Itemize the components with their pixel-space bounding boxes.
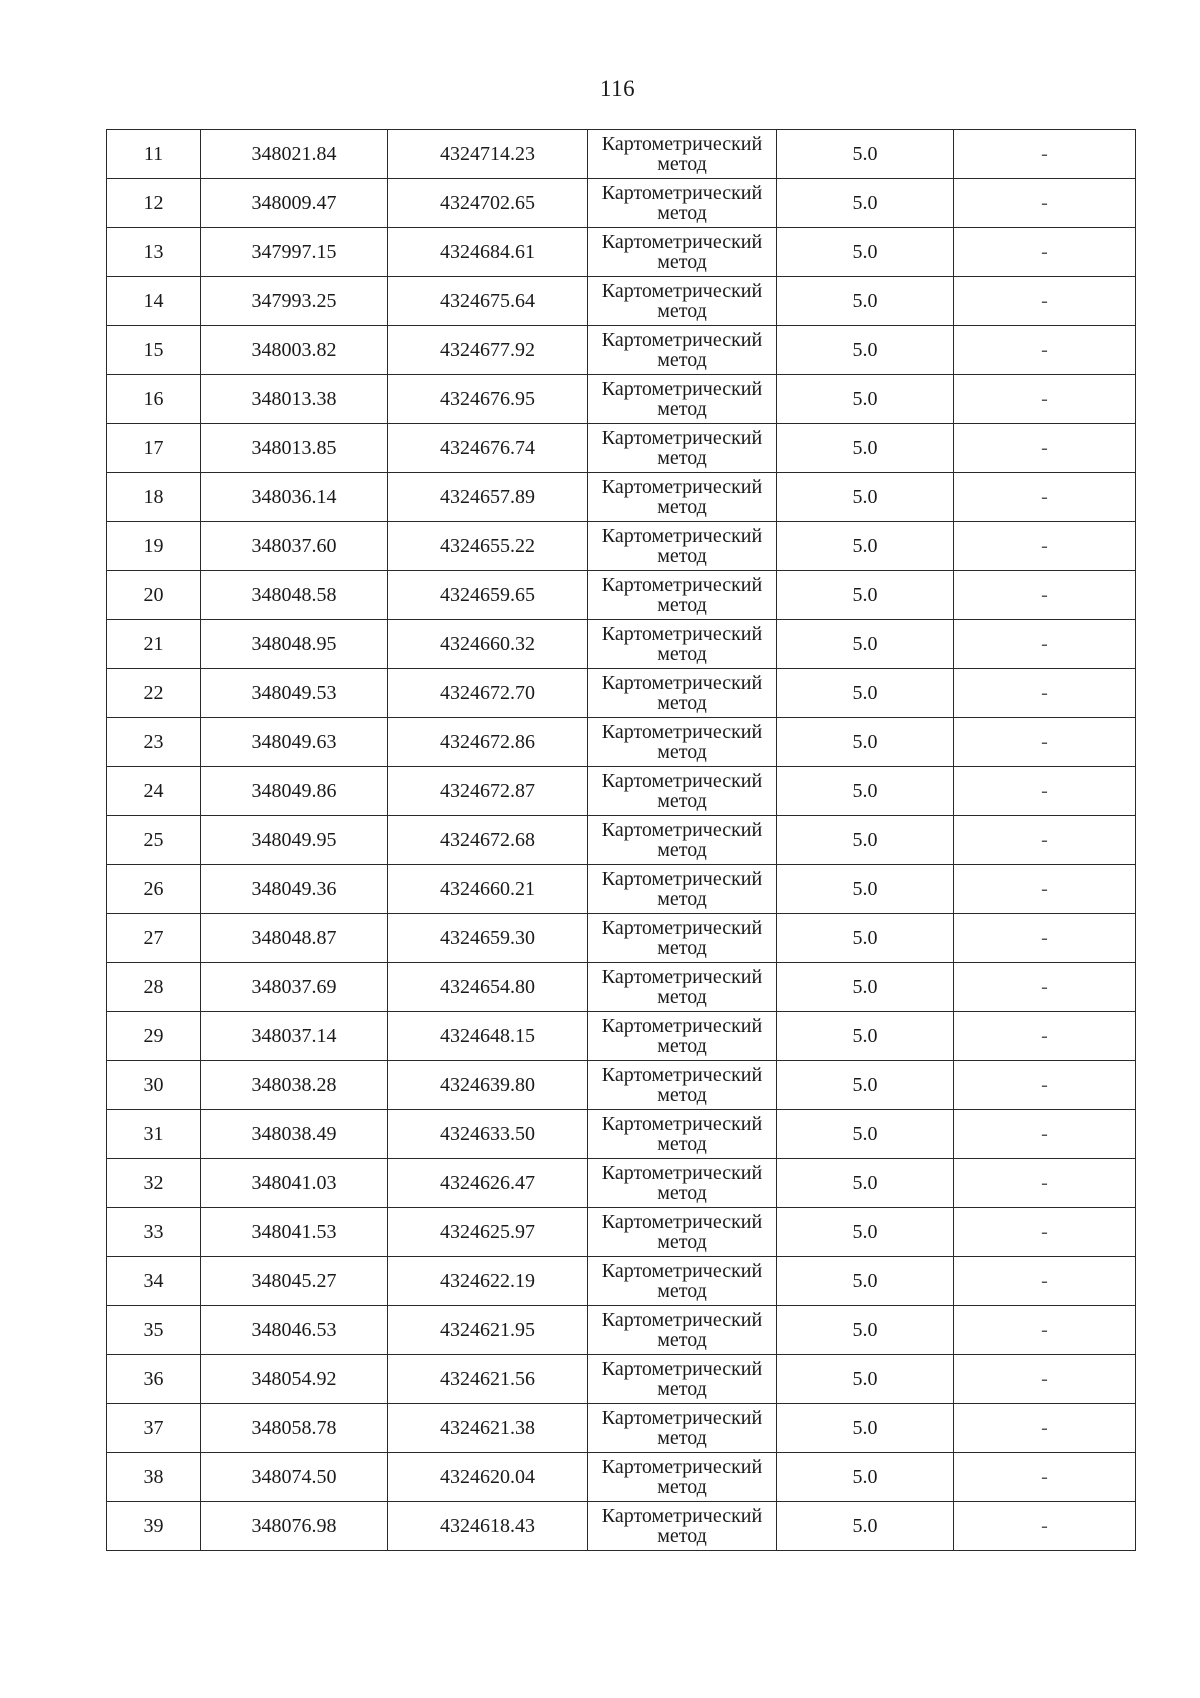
note-cell: - bbox=[954, 620, 1136, 669]
method-cell bbox=[588, 914, 777, 963]
method-line2: метод bbox=[657, 1182, 707, 1204]
x-coordinate-cell: 348076.98 bbox=[201, 1502, 388, 1551]
table-row bbox=[107, 130, 1136, 179]
method-cell bbox=[588, 816, 777, 865]
table-row bbox=[107, 865, 1136, 914]
point-number-cell: 35 bbox=[107, 1306, 201, 1355]
method-line1: Картометрический bbox=[601, 623, 763, 645]
y-coordinate-cell: 4324672.87 bbox=[388, 767, 588, 816]
x-coordinate-cell: 348038.28 bbox=[201, 1061, 388, 1110]
note-cell: - bbox=[954, 914, 1136, 963]
method-line1: Картометрический bbox=[601, 427, 763, 449]
point-number-cell: 38 bbox=[107, 1453, 201, 1502]
accuracy-cell: 5.0 bbox=[777, 963, 954, 1012]
x-coordinate-cell: 348009.47 bbox=[201, 179, 388, 228]
table-row bbox=[107, 1012, 1136, 1061]
method-cell bbox=[588, 1110, 777, 1159]
table-row bbox=[107, 277, 1136, 326]
note-cell: - bbox=[954, 1159, 1136, 1208]
x-coordinate-cell: 348046.53 bbox=[201, 1306, 388, 1355]
method-line2: метод bbox=[657, 741, 707, 763]
table-row bbox=[107, 1355, 1136, 1404]
method-line1: Картометрический bbox=[601, 1211, 763, 1233]
method-cell bbox=[588, 1453, 777, 1502]
table-row bbox=[107, 179, 1136, 228]
y-coordinate-cell: 4324657.89 bbox=[388, 473, 588, 522]
table-row bbox=[107, 326, 1136, 375]
method-cell bbox=[588, 1502, 777, 1551]
y-coordinate-cell: 4324620.04 bbox=[388, 1453, 588, 1502]
y-coordinate-cell: 4324677.92 bbox=[388, 326, 588, 375]
method-cell bbox=[588, 1061, 777, 1110]
note-cell: - bbox=[954, 179, 1136, 228]
table-row bbox=[107, 816, 1136, 865]
y-coordinate-cell: 4324702.65 bbox=[388, 179, 588, 228]
method-line1: Картометрический bbox=[601, 721, 763, 743]
table-row bbox=[107, 1502, 1136, 1551]
method-line2: метод bbox=[657, 692, 707, 714]
note-cell: - bbox=[954, 1355, 1136, 1404]
table-row bbox=[107, 767, 1136, 816]
note-cell: - bbox=[954, 1404, 1136, 1453]
method-line1: Картометрический bbox=[601, 378, 763, 400]
point-number-cell: 28 bbox=[107, 963, 201, 1012]
x-coordinate-cell: 348041.03 bbox=[201, 1159, 388, 1208]
method-line1: Картометрический bbox=[601, 133, 763, 155]
table-row bbox=[107, 1257, 1136, 1306]
table-row bbox=[107, 1453, 1136, 1502]
note-cell: - bbox=[954, 228, 1136, 277]
x-coordinate-cell: 348048.95 bbox=[201, 620, 388, 669]
method-line1: Картометрический bbox=[601, 1407, 763, 1429]
accuracy-cell: 5.0 bbox=[777, 1110, 954, 1159]
method-cell bbox=[588, 1257, 777, 1306]
note-cell: - bbox=[954, 865, 1136, 914]
y-coordinate-cell: 4324648.15 bbox=[388, 1012, 588, 1061]
accuracy-cell: 5.0 bbox=[777, 130, 954, 179]
method-line1: Картометрический bbox=[601, 280, 763, 302]
accuracy-cell: 5.0 bbox=[777, 277, 954, 326]
method-line1: Картометрический bbox=[601, 525, 763, 547]
y-coordinate-cell: 4324684.61 bbox=[388, 228, 588, 277]
method-line1: Картометрический bbox=[601, 1309, 763, 1331]
table-row bbox=[107, 1404, 1136, 1453]
method-line2: метод bbox=[657, 1084, 707, 1106]
point-number-cell: 26 bbox=[107, 865, 201, 914]
point-number-cell: 24 bbox=[107, 767, 201, 816]
accuracy-cell: 5.0 bbox=[777, 326, 954, 375]
method-line2: метод bbox=[657, 496, 707, 518]
accuracy-cell: 5.0 bbox=[777, 375, 954, 424]
accuracy-cell: 5.0 bbox=[777, 1502, 954, 1551]
note-cell: - bbox=[954, 473, 1136, 522]
method-line1: Картометрический bbox=[601, 672, 763, 694]
y-coordinate-cell: 4324660.21 bbox=[388, 865, 588, 914]
accuracy-cell: 5.0 bbox=[777, 865, 954, 914]
table-row bbox=[107, 1061, 1136, 1110]
method-cell bbox=[588, 1012, 777, 1061]
method-line1: Картометрический bbox=[601, 1505, 763, 1527]
method-cell bbox=[588, 669, 777, 718]
y-coordinate-cell: 4324621.56 bbox=[388, 1355, 588, 1404]
method-line2: метод bbox=[657, 1035, 707, 1057]
method-line1: Картометрический bbox=[601, 1113, 763, 1135]
y-coordinate-cell: 4324660.32 bbox=[388, 620, 588, 669]
note-cell: - bbox=[954, 326, 1136, 375]
y-coordinate-cell: 4324672.70 bbox=[388, 669, 588, 718]
x-coordinate-cell: 348048.58 bbox=[201, 571, 388, 620]
accuracy-cell: 5.0 bbox=[777, 914, 954, 963]
table-row bbox=[107, 424, 1136, 473]
x-coordinate-cell: 348037.69 bbox=[201, 963, 388, 1012]
table-row bbox=[107, 1306, 1136, 1355]
method-line1: Картометрический bbox=[601, 1358, 763, 1380]
point-number-cell: 34 bbox=[107, 1257, 201, 1306]
note-cell: - bbox=[954, 1012, 1136, 1061]
y-coordinate-cell: 4324618.43 bbox=[388, 1502, 588, 1551]
point-number-cell: 23 bbox=[107, 718, 201, 767]
y-coordinate-cell: 4324621.95 bbox=[388, 1306, 588, 1355]
method-line1: Картометрический bbox=[601, 1162, 763, 1184]
note-cell: - bbox=[954, 424, 1136, 473]
note-cell: - bbox=[954, 1306, 1136, 1355]
accuracy-cell: 5.0 bbox=[777, 1257, 954, 1306]
accuracy-cell: 5.0 bbox=[777, 1453, 954, 1502]
method-line1: Картометрический bbox=[601, 917, 763, 939]
point-number-cell: 21 bbox=[107, 620, 201, 669]
method-line1: Картометрический bbox=[601, 1260, 763, 1282]
note-cell: - bbox=[954, 816, 1136, 865]
table-row bbox=[107, 718, 1136, 767]
x-coordinate-cell: 348045.27 bbox=[201, 1257, 388, 1306]
method-line2: метод bbox=[657, 300, 707, 322]
note-cell: - bbox=[954, 522, 1136, 571]
accuracy-cell: 5.0 bbox=[777, 473, 954, 522]
note-cell: - bbox=[954, 277, 1136, 326]
method-cell bbox=[588, 1404, 777, 1453]
method-line2: метод bbox=[657, 1525, 707, 1547]
method-line2: метод bbox=[657, 643, 707, 665]
x-coordinate-cell: 348003.82 bbox=[201, 326, 388, 375]
x-coordinate-cell: 347993.25 bbox=[201, 277, 388, 326]
note-cell: - bbox=[954, 669, 1136, 718]
method-line2: метод bbox=[657, 349, 707, 371]
method-line2: метод bbox=[657, 545, 707, 567]
point-number-cell: 18 bbox=[107, 473, 201, 522]
method-line2: метод bbox=[657, 251, 707, 273]
point-number-cell: 30 bbox=[107, 1061, 201, 1110]
y-coordinate-cell: 4324654.80 bbox=[388, 963, 588, 1012]
note-cell: - bbox=[954, 1208, 1136, 1257]
method-line1: Картометрический bbox=[601, 231, 763, 253]
accuracy-cell: 5.0 bbox=[777, 424, 954, 473]
method-line2: метод bbox=[657, 1427, 707, 1449]
method-cell bbox=[588, 375, 777, 424]
method-cell bbox=[588, 473, 777, 522]
method-cell bbox=[588, 1159, 777, 1208]
point-number-cell: 17 bbox=[107, 424, 201, 473]
method-line1: Картометрический bbox=[601, 476, 763, 498]
accuracy-cell: 5.0 bbox=[777, 1404, 954, 1453]
note-cell: - bbox=[954, 1453, 1136, 1502]
method-line2: метод bbox=[657, 594, 707, 616]
x-coordinate-cell: 348049.36 bbox=[201, 865, 388, 914]
method-line2: метод bbox=[657, 1378, 707, 1400]
method-cell bbox=[588, 424, 777, 473]
point-number-cell: 29 bbox=[107, 1012, 201, 1061]
accuracy-cell: 5.0 bbox=[777, 522, 954, 571]
method-line1: Картометрический bbox=[601, 1456, 763, 1478]
method-line2: метод bbox=[657, 888, 707, 910]
point-number-cell: 12 bbox=[107, 179, 201, 228]
method-line1: Картометрический bbox=[601, 819, 763, 841]
x-coordinate-cell: 348049.53 bbox=[201, 669, 388, 718]
method-line1: Картометрический bbox=[601, 182, 763, 204]
table-row bbox=[107, 522, 1136, 571]
accuracy-cell: 5.0 bbox=[777, 228, 954, 277]
y-coordinate-cell: 4324714.23 bbox=[388, 130, 588, 179]
method-cell bbox=[588, 767, 777, 816]
method-cell bbox=[588, 522, 777, 571]
y-coordinate-cell: 4324675.64 bbox=[388, 277, 588, 326]
method-cell bbox=[588, 326, 777, 375]
y-coordinate-cell: 4324633.50 bbox=[388, 1110, 588, 1159]
point-number-cell: 13 bbox=[107, 228, 201, 277]
method-cell bbox=[588, 718, 777, 767]
x-coordinate-cell: 348013.38 bbox=[201, 375, 388, 424]
accuracy-cell: 5.0 bbox=[777, 1159, 954, 1208]
method-cell bbox=[588, 963, 777, 1012]
method-cell bbox=[588, 277, 777, 326]
y-coordinate-cell: 4324622.19 bbox=[388, 1257, 588, 1306]
x-coordinate-cell: 348037.60 bbox=[201, 522, 388, 571]
method-cell bbox=[588, 620, 777, 669]
table-row bbox=[107, 914, 1136, 963]
method-line1: Картометрический bbox=[601, 770, 763, 792]
x-coordinate-cell: 348049.86 bbox=[201, 767, 388, 816]
point-number-cell: 27 bbox=[107, 914, 201, 963]
point-number-cell: 16 bbox=[107, 375, 201, 424]
x-coordinate-cell: 348049.63 bbox=[201, 718, 388, 767]
accuracy-cell: 5.0 bbox=[777, 767, 954, 816]
accuracy-cell: 5.0 bbox=[777, 1208, 954, 1257]
y-coordinate-cell: 4324639.80 bbox=[388, 1061, 588, 1110]
method-line2: метод bbox=[657, 447, 707, 469]
x-coordinate-cell: 347997.15 bbox=[201, 228, 388, 277]
method-cell bbox=[588, 571, 777, 620]
table-row bbox=[107, 620, 1136, 669]
y-coordinate-cell: 4324659.30 bbox=[388, 914, 588, 963]
point-number-cell: 15 bbox=[107, 326, 201, 375]
table-row bbox=[107, 669, 1136, 718]
point-number-cell: 39 bbox=[107, 1502, 201, 1551]
method-line1: Картометрический bbox=[601, 574, 763, 596]
method-line1: Картометрический bbox=[601, 329, 763, 351]
accuracy-cell: 5.0 bbox=[777, 1061, 954, 1110]
method-line2: метод bbox=[657, 1133, 707, 1155]
note-cell: - bbox=[954, 963, 1136, 1012]
x-coordinate-cell: 348037.14 bbox=[201, 1012, 388, 1061]
table-row bbox=[107, 228, 1136, 277]
coordinates-table bbox=[106, 129, 1136, 1551]
method-line2: метод bbox=[657, 1280, 707, 1302]
point-number-cell: 31 bbox=[107, 1110, 201, 1159]
accuracy-cell: 5.0 bbox=[777, 1012, 954, 1061]
method-cell bbox=[588, 1208, 777, 1257]
method-line2: метод bbox=[657, 398, 707, 420]
table-row bbox=[107, 1208, 1136, 1257]
x-coordinate-cell: 348054.92 bbox=[201, 1355, 388, 1404]
method-line2: метод bbox=[657, 986, 707, 1008]
method-line1: Картометрический bbox=[601, 1015, 763, 1037]
point-number-cell: 19 bbox=[107, 522, 201, 571]
point-number-cell: 20 bbox=[107, 571, 201, 620]
point-number-cell: 22 bbox=[107, 669, 201, 718]
table-row bbox=[107, 1159, 1136, 1208]
method-line1: Картометрический bbox=[601, 966, 763, 988]
method-cell bbox=[588, 1306, 777, 1355]
note-cell: - bbox=[954, 767, 1136, 816]
note-cell: - bbox=[954, 1257, 1136, 1306]
table-row bbox=[107, 1110, 1136, 1159]
accuracy-cell: 5.0 bbox=[777, 669, 954, 718]
method-line2: метод bbox=[657, 1476, 707, 1498]
point-number-cell: 14 bbox=[107, 277, 201, 326]
method-line2: метод bbox=[657, 790, 707, 812]
note-cell: - bbox=[954, 718, 1136, 767]
accuracy-cell: 5.0 bbox=[777, 571, 954, 620]
x-coordinate-cell: 348041.53 bbox=[201, 1208, 388, 1257]
y-coordinate-cell: 4324621.38 bbox=[388, 1404, 588, 1453]
y-coordinate-cell: 4324672.86 bbox=[388, 718, 588, 767]
point-number-cell: 32 bbox=[107, 1159, 201, 1208]
y-coordinate-cell: 4324676.95 bbox=[388, 375, 588, 424]
accuracy-cell: 5.0 bbox=[777, 816, 954, 865]
y-coordinate-cell: 4324672.68 bbox=[388, 816, 588, 865]
accuracy-cell: 5.0 bbox=[777, 718, 954, 767]
point-number-cell: 37 bbox=[107, 1404, 201, 1453]
table-row bbox=[107, 963, 1136, 1012]
point-number-cell: 33 bbox=[107, 1208, 201, 1257]
method-line2: метод bbox=[657, 1329, 707, 1351]
method-line1: Картометрический bbox=[601, 1064, 763, 1086]
y-coordinate-cell: 4324659.65 bbox=[388, 571, 588, 620]
accuracy-cell: 5.0 bbox=[777, 620, 954, 669]
page-number: 116 bbox=[599, 76, 636, 101]
note-cell: - bbox=[954, 375, 1136, 424]
y-coordinate-cell: 4324676.74 bbox=[388, 424, 588, 473]
note-cell: - bbox=[954, 1110, 1136, 1159]
table-row bbox=[107, 473, 1136, 522]
method-line2: метод bbox=[657, 202, 707, 224]
table-body bbox=[107, 130, 1136, 1551]
x-coordinate-cell: 348036.14 bbox=[201, 473, 388, 522]
method-cell bbox=[588, 1355, 777, 1404]
note-cell: - bbox=[954, 1502, 1136, 1551]
method-cell bbox=[588, 865, 777, 914]
x-coordinate-cell: 348021.84 bbox=[201, 130, 388, 179]
method-line2: метод bbox=[657, 839, 707, 861]
method-line2: метод bbox=[657, 937, 707, 959]
table-row bbox=[107, 375, 1136, 424]
x-coordinate-cell: 348038.49 bbox=[201, 1110, 388, 1159]
method-cell bbox=[588, 130, 777, 179]
y-coordinate-cell: 4324655.22 bbox=[388, 522, 588, 571]
accuracy-cell: 5.0 bbox=[777, 1306, 954, 1355]
method-line1: Картометрический bbox=[601, 868, 763, 890]
point-number-cell: 11 bbox=[107, 130, 201, 179]
table-row bbox=[107, 571, 1136, 620]
x-coordinate-cell: 348048.87 bbox=[201, 914, 388, 963]
y-coordinate-cell: 4324626.47 bbox=[388, 1159, 588, 1208]
note-cell: - bbox=[954, 571, 1136, 620]
method-cell bbox=[588, 179, 777, 228]
method-cell bbox=[588, 228, 777, 277]
x-coordinate-cell: 348049.95 bbox=[201, 816, 388, 865]
point-number-cell: 25 bbox=[107, 816, 201, 865]
method-line2: метод bbox=[657, 1231, 707, 1253]
x-coordinate-cell: 348074.50 bbox=[201, 1453, 388, 1502]
x-coordinate-cell: 348013.85 bbox=[201, 424, 388, 473]
point-number-cell: 36 bbox=[107, 1355, 201, 1404]
accuracy-cell: 5.0 bbox=[777, 1355, 954, 1404]
note-cell: - bbox=[954, 1061, 1136, 1110]
method-line2: метод bbox=[657, 153, 707, 175]
x-coordinate-cell: 348058.78 bbox=[201, 1404, 388, 1453]
accuracy-cell: 5.0 bbox=[777, 179, 954, 228]
note-cell: - bbox=[954, 130, 1136, 179]
y-coordinate-cell: 4324625.97 bbox=[388, 1208, 588, 1257]
